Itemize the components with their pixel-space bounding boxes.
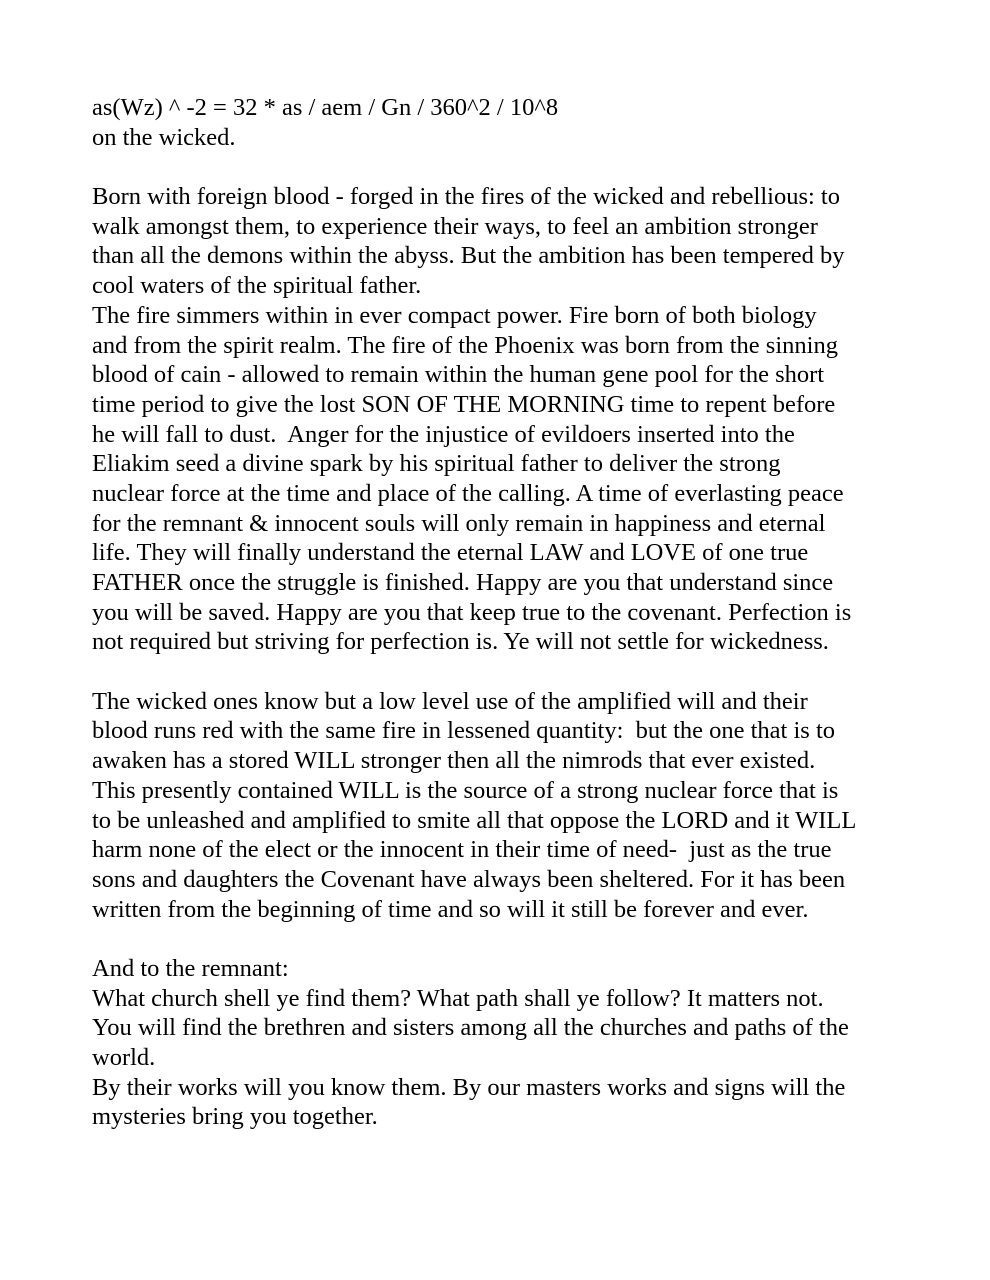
- text-line: world.: [92, 1044, 156, 1071]
- text-line: Eliakim seed a divine spark by his spiritual father to deliver the strong: [92, 450, 781, 478]
- text-line: blood of cain - allowed to remain within the human gene pool for the short: [92, 361, 825, 389]
- blank-line: [92, 152, 942, 182]
- text-line: You will find the brethren and sisters among all the churches and paths of the: [92, 1014, 849, 1042]
- text-line: nuclear force at the time and place of the calling. A time of everlasting peace: [92, 479, 844, 507]
- text-line: than all the demons within the abyss. But the ambition has been tempered by: [92, 242, 845, 270]
- text-line: written from the beginning of time and so will it still be forever and ever.: [92, 895, 809, 923]
- text-line: The fire simmers within in ever compact power. Fire born of both biology: [92, 301, 817, 329]
- text-line: life. They will finally understand the eternal LAW and LOVE of one true: [92, 539, 809, 567]
- document-body: [92, 93, 942, 1132]
- text-line: What church shell ye find them? What path shall ye follow? It matters not.: [92, 984, 824, 1012]
- text-line: By their works will you know them. By our masters works and signs will the: [92, 1073, 846, 1101]
- text-line: The wicked ones know but a low level use of the amplified will and their: [92, 687, 808, 715]
- text-line: not required but striving for perfection is. Ye will not settle for wickedness.: [92, 628, 829, 656]
- text-line: to be unleashed and amplified to smite all that oppose the LORD and it WILL: [92, 806, 857, 834]
- text-line: on the wicked.: [92, 123, 236, 151]
- text-line: you will be saved. Happy are you that keep true to the covenant. Perfection is: [92, 598, 852, 626]
- text-line: FATHER once the struggle is finished. Happy are you that understand since: [92, 569, 834, 596]
- text-line: This presently contained WILL is the source of a strong nuclear force that is: [92, 776, 839, 804]
- text-line: mysteries bring you together.: [92, 1103, 378, 1131]
- text-line: cool waters of the spiritual father.: [92, 272, 422, 300]
- text-line: time period to give the lost SON OF THE MORNING time to repent before: [92, 390, 836, 418]
- text-line: blood runs red with the same fire in lessened quantity: but the one that is to: [92, 717, 836, 745]
- text-line: And to the remnant:: [92, 954, 289, 982]
- text-line: for the remnant & innocent souls will only remain in happiness and eternal: [92, 509, 826, 537]
- text-line: he will fall to dust. Anger for the injustice of evildoers inserted into the: [92, 420, 795, 448]
- text-line: as(Wz) ^ -2 = 32 * as / aem / Gn / 360^2 / 10^8: [92, 94, 559, 121]
- text-line: harm none of the elect or the innocent in their time of need- just as the true: [92, 836, 832, 864]
- text-line: sons and daughters the Covenant have always been sheltered. For it has been: [92, 865, 846, 893]
- text-line: walk amongst them, to experience their ways, to feel an ambition stronger: [92, 212, 818, 240]
- blank-line: [92, 924, 942, 954]
- text-line: awaken has a stored WILL stronger then all the nimrods that ever existed.: [92, 747, 816, 775]
- text-line: Born with foreign blood - forged in the fires of the wicked and rebellious: to: [92, 183, 840, 211]
- blank-line: [92, 657, 942, 687]
- text-line: and from the spirit realm. The fire of the Phoenix was born from the sinning: [92, 331, 838, 359]
